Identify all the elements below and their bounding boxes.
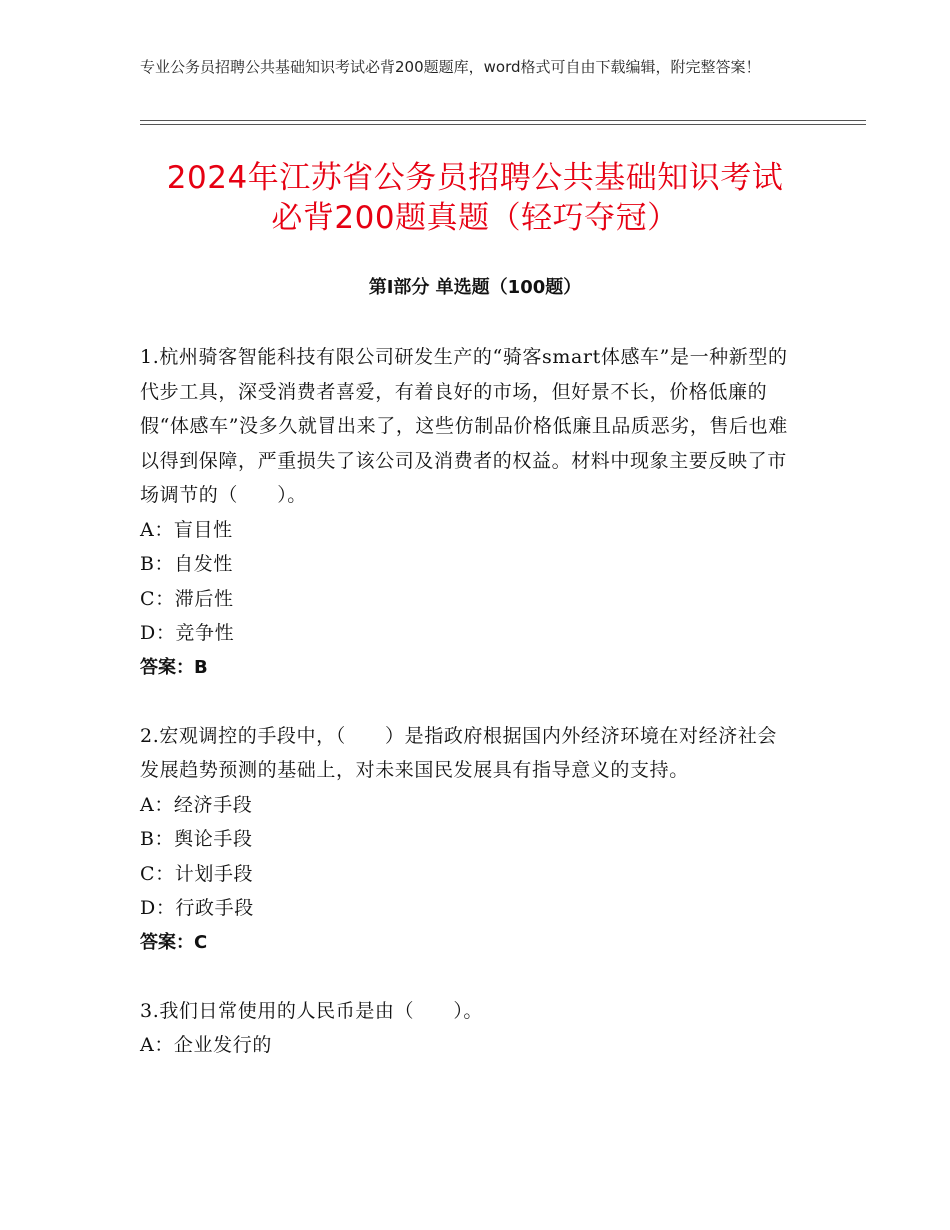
option-b: B：舆论手段 (140, 828, 253, 850)
option-a: A：盲目性 (140, 518, 233, 541)
question-list (140, 340, 796, 1097)
question-stem: 1.杭州骑客智能科技有限公司研发生产的“骑客smart体感车”是一种新型的代步工具，深受消费者喜爱，有着良好的市场，但好景不长，价格低廉的假“体感车”没多久就冒出来了，这些仿制品价格低廉且品质恶劣，售后也难以得到保障，严重损失了该公司及消费者的权益。材料中现象主要反映了市场调节的（ ）。 (140, 346, 788, 506)
option-d: D：行政手段 (140, 897, 254, 919)
document-title-line-1: 2024年江苏省公务员招聘公共基础知识考试 (166, 160, 784, 196)
header-note: 专业公务员招聘公共基础知识考试必背200题题库，word格式可自由下载编辑，附完整答案！ (140, 58, 761, 76)
option-c: C：计划手段 (140, 862, 254, 885)
option-b: B：自发性 (140, 553, 233, 575)
section-heading: 第Ⅰ部分 单选题（100题） (368, 277, 582, 298)
question-3 (140, 994, 796, 1063)
question-1 (140, 340, 796, 685)
option-c: C：滞后性 (140, 587, 234, 610)
option-a: A：经济手段 (140, 793, 253, 816)
document-title-line-2: 必背200题真题（轻巧夺冠） (271, 200, 679, 236)
option-d: D：竞争性 (140, 622, 235, 644)
answer-label: 答案：B (140, 656, 208, 678)
option-a: A：企业发行的 (140, 1034, 272, 1056)
answer-label: 答案：C (140, 931, 208, 953)
question-stem: 3.我们日常使用的人民币是由（ ）。 (140, 999, 484, 1022)
header-divider (140, 120, 866, 125)
question-2 (140, 719, 796, 960)
document-title (100, 158, 850, 238)
question-stem: 2.宏观调控的手段中，（ ）是指政府根据国内外经济环境在对经济社会发展趋势预测的基础上，对未来国民发展具有指导意义的支持。 (140, 724, 778, 781)
